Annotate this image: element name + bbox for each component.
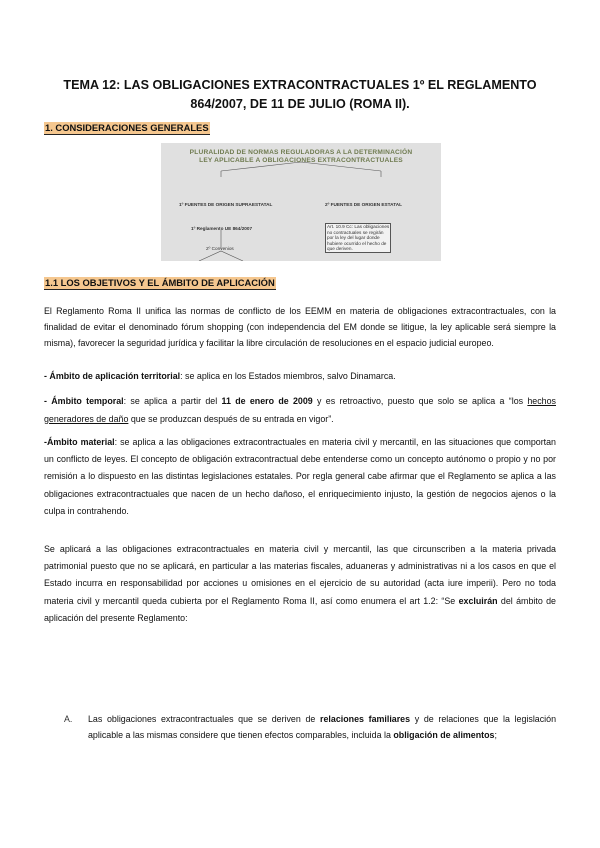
art-line5: que deriven. — [327, 246, 353, 252]
list-item-a-text — [88, 711, 556, 743]
art-line4: hubiere ocurrido el hecho de — [327, 240, 387, 246]
exclusiones-bold: excluirán — [458, 595, 498, 606]
paragraph-roma-ii: El Reglamento Roma II unifica las normas de conflicto de los EEMM en materia de obligaciones extracontractuales, con la finalidad de evitar el denominado fórum shopping (con independencia del EM donde se litigue, la ley aplicable será siempre la misma), favorecer la seguridad jurídica y facilitar la libre circulación de resoluciones en el espacio judicial europeo. — [44, 306, 556, 349]
art-line2: no contractuales se regirán — [327, 229, 384, 235]
ambito-material-text: : se aplica a las obligaciones extracontractuales en materia civil y mercantil, en las situaciones que comportan un conflicto de leyes. El concepto de obligación extracontractual debe entenderse como un concepto autónomo o propio y no por remisión a lo dispuesto en las distintas legislaciones estatales. Por regla general cabe afirmar que el Reglamento se aplica a las obligaciones extracontractuales que nacen de un hecho dañoso, el enriquecimiento injusto, la gestión de negocios ajenos o la culpa in contrahendo. — [44, 437, 556, 516]
document-title: TEMA 12: LAS OBLIGACIONES EXTRACONTRACTUALES 1º EL REGLAMENTO 864/2007, DE 11 DE JULIO (ROMA II). — [63, 78, 537, 111]
list-marker-a: A. — [64, 714, 73, 724]
paragraph-ambito-temporal — [44, 393, 556, 428]
list-a-text1: Las obligaciones extracontractuales que se deriven de — [88, 714, 321, 724]
diagram-left-header: 1º FUENTES DE ORIGEN SUPRAESTATAL — [179, 202, 273, 207]
diagram-reglamento: 1º Reglamento UE 864/2007 — [191, 226, 253, 231]
list-a-text3: ; — [494, 730, 497, 741]
exclusiones-text2: del ámbito de aplicación del presente Reglamento: — [44, 595, 556, 623]
diagram-convenios: 2º Convenios — [206, 246, 234, 251]
ambito-temporal-text3: que se produzcan después de su entrada en vigor”. — [128, 413, 334, 424]
list-a-bold2: obligación de alimentos — [393, 730, 495, 741]
ambito-temporal-text2: y es retroactivo, puesto que solo se aplica a “los — [312, 396, 528, 406]
list-a-bold1: relaciones familiares — [320, 714, 411, 724]
diagram-figure — [161, 143, 441, 261]
list-a-text2: y de relaciones que la legislación aplicable a las mismas considere que tienen efectos comparables, incluida la — [88, 714, 557, 741]
diagram-title — [161, 149, 441, 165]
diagram-art-10-9-box — [325, 223, 391, 253]
ambito-temporal-text1: : se aplica a partir del — [123, 396, 222, 406]
exclusiones-text1: Se aplicará a las obligaciones extracontractuales en materia civil y mercantil, las que circunscriben a la materia privada patrimonial puesto que no se aplicará, en particular a las materias fiscales, aduaneras y administrativas ni a los casos en que el Estado incurra en responsabilidad por acciones u omisiones en el ejercicio de su autoridad (acta iure imperii). Pero no toda materia civil y mercantil queda cubierta por el Reglamento Roma II, así como enumera el art 1.2: “Se — [44, 544, 556, 606]
diagram-title-line1: PLURALIDAD DE NORMAS REGULADORAS A LA DETERMINACIÓN — [189, 149, 413, 156]
section-heading-consideraciones: 1. CONSIDERACIONES GENERALES — [45, 122, 209, 133]
art-line1: Art. 10.9 Cc: Las obligaciones — [327, 224, 390, 229]
art-line3: por la ley del lugar donde — [327, 235, 380, 241]
hechos-generadores-link: hechos generadores de daño — [44, 396, 556, 424]
paragraph-ambito-territorial — [44, 368, 556, 384]
diagram-right-header: 2º FUENTES DE ORIGEN ESTATAL — [325, 202, 402, 207]
ambito-temporal-label: - Ámbito temporal — [44, 396, 124, 406]
diagram-title-line2: LEY APLICABLE A OBLIGACIONES EXTRACONTRACTUALES — [199, 157, 403, 164]
section-heading-objetivos: 1.1 LOS OBJETIVOS Y EL ÁMBITO DE APLICACIÓN — [45, 277, 275, 288]
paragraph-exclusiones — [44, 541, 556, 627]
ambito-material-label: -Ámbito material — [44, 437, 115, 447]
paragraph-ambito-material — [44, 434, 556, 520]
ambito-territorial-label: - Ámbito de aplicación territorial — [44, 371, 181, 381]
ambito-territorial-text: : se aplica en los Estados miembros, salvo Dinamarca. — [180, 371, 396, 381]
ambito-temporal-date: 11 de enero de 2009 — [221, 396, 313, 406]
